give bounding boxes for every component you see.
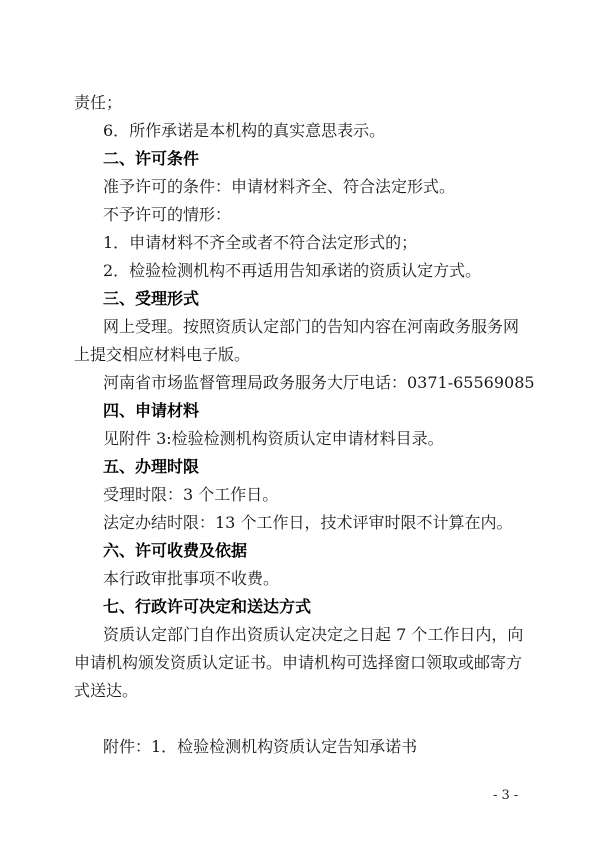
- page-number: - 3 -: [493, 788, 519, 803]
- paragraph-line: 上提交相应材料电子版。: [74, 345, 251, 364]
- paragraph-line: 不予许可的情形：: [103, 205, 232, 224]
- paragraph-line: 法定办结时限：13 个工作日，技术评审时限不计算在内。: [103, 513, 513, 532]
- list-item: 6．所作承诺是本机构的真实意思表示。: [103, 121, 386, 140]
- paragraph-line: 准予许可的条件：申请材料齐全、符合法定形式。: [103, 177, 456, 196]
- attachment-line: 附件：1．检验检测机构资质认定告知承诺书: [103, 737, 418, 756]
- section-heading-time-limit: 五、办理时限: [103, 457, 200, 476]
- section-heading-decision-delivery: 七、行政许可决定和送达方式: [103, 597, 312, 616]
- paragraph-line: 见附件 3:检验检测机构资质认定申请材料目录。: [103, 429, 444, 448]
- paragraph-line: 申请机构颁发资质认定证书。申请机构可选择窗口领取或邮寄方: [74, 653, 523, 672]
- paragraph-line: 资质认定部门自作出资质认定决定之日起 7 个工作日内，向: [103, 625, 524, 644]
- paragraph-line: 式送达。: [74, 681, 139, 700]
- paragraph-line: 网上受理。按照资质认定部门的告知内容在河南政务服务网: [103, 317, 520, 336]
- list-item: 2．检验检测机构不再适用告知承诺的资质认定方式。: [103, 261, 482, 280]
- phone-line: 河南省市场监督管理局政务服务大厅电话：0371-65569085: [103, 373, 535, 392]
- section-heading-conditions: 二、许可条件: [103, 149, 200, 168]
- section-heading-materials: 四、申请材料: [103, 401, 200, 420]
- paragraph-line: 本行政审批事项不收费。: [103, 569, 280, 588]
- section-heading-acceptance: 三、受理形式: [103, 289, 200, 308]
- list-item: 1．申请材料不齐全或者不符合法定形式的；: [103, 233, 418, 252]
- paragraph-line: 责任；: [74, 93, 123, 112]
- section-heading-fees: 六、许可收费及依据: [103, 541, 248, 560]
- paragraph-line: 受理时限：3 个工作日。: [103, 485, 279, 504]
